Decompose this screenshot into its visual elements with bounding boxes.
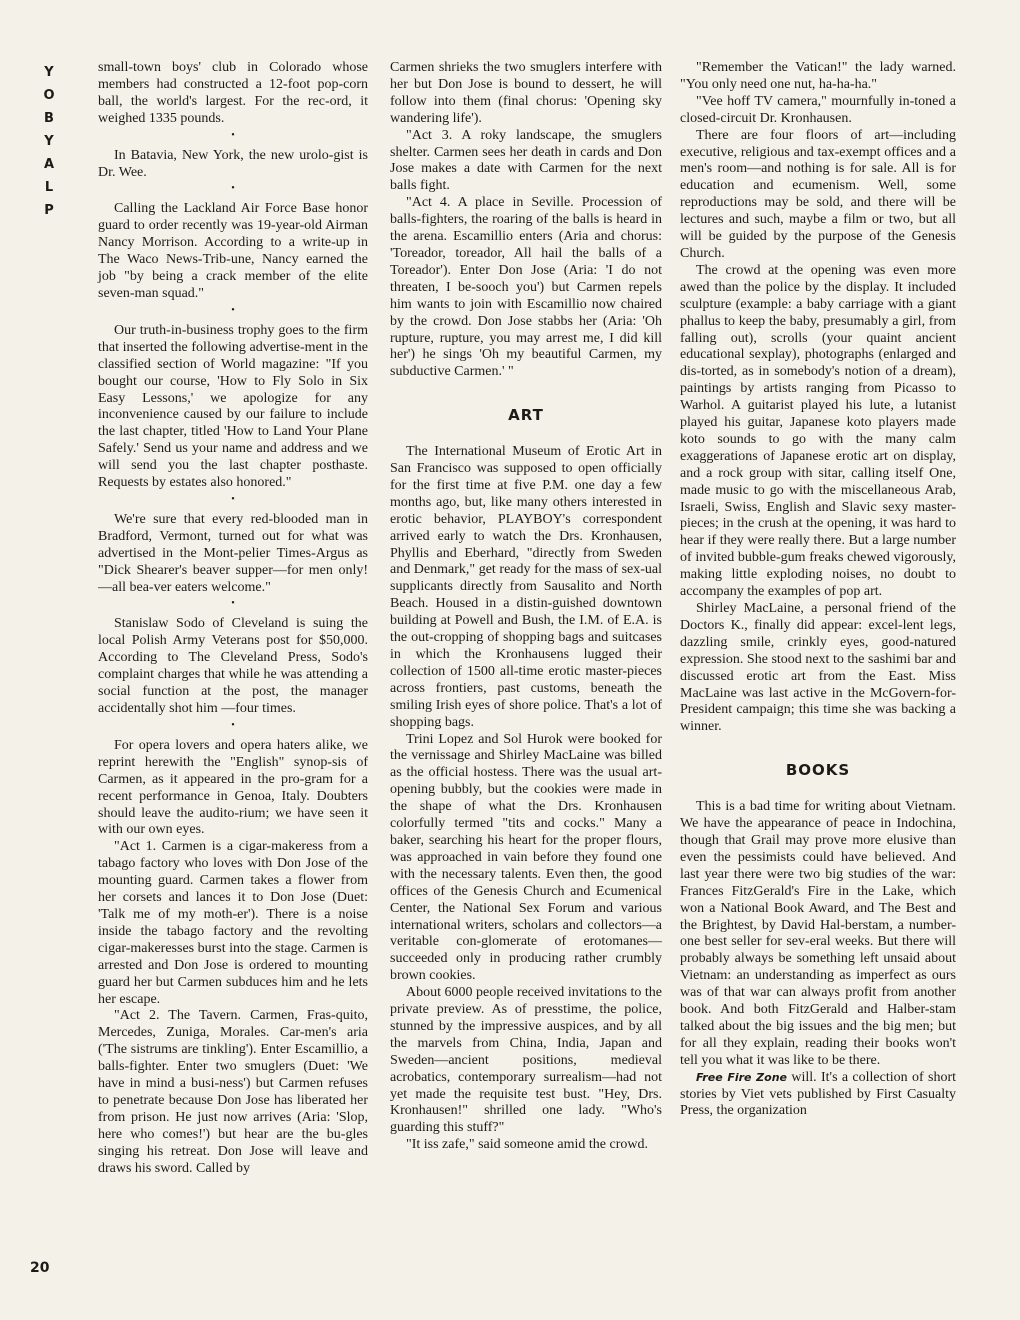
paragraph [680,1070,956,1121]
masthead-letter: P [44,203,54,218]
separator-dot: • [231,598,235,610]
paragraph: Trini Lopez and Sol Hurok were booked for the vernissage and Shirley MacLaine was billed as the official hostess. There was the usual art-opening bubbly, but the cookies were made in the shape of what the Drs. Kronhausen colorfully termed "tits and cocks." Many a baker, searching his heart for the proper flours, was approached in vain before they found one with the necessary talents. Even then, the good offices of the Genesis Church and Ecumenical Center, the National Sex Forum and various international writers, scholars and collectors—a veritable con-glomerate of erotomanes—succeeded only in producing rather crumbly brown cookies. [390,731,662,984]
paragraph: "It iss zafe," said someone amid the crowd. [406,1137,648,1153]
paragraph: "Act 1. Carmen is a cigar-makeress from a tabago factory who loves with Don Jose of the mounting guard. Carmen takes a flower from her corsets and lances it to Don Jose (Duet: 'Talk me of my moth-er'). There is a noise inside the tabago factory and the revolting cigar-makeresses burst into the stage. Carmen is arrested and Don Jose is ordered to mounting guard her but Carmen subduces him and he lets her escape. [98,839,368,1007]
paragraph: Stanislaw Sodo of Cleveland is suing the local Polish Army Veterans post for $50,000. According to The Cleveland Press, Sodo's complaint charges that while he was attending a social function at the post, the manager accidentally shot him —four times. [98,616,368,716]
separator-dot: • [231,493,235,505]
paragraph: "Act 2. The Tavern. Carmen, Fras-quito, Mercedes, Zuniga, Morales. Car-men's aria ('The sistrums are tinkling'). Enter Escamillio, a balls-fighter. Enter two smuglers (Duet: 'We have in mind a busi-ness') but Carmen refuses to penetrate because Don Jose has liberated her from prison. He just now arrives (Aria: 'Slop, here who comes!') but hear are the bu-gles singing his retreat. Don Jose will leave and draws his sword. Called by [98,1008,368,1176]
paragraph: "Act 4. A place in Seville. Procession of balls-fighters, the roaring of the balls is heard in the arena. Escamillio enters (Aria and chorus: 'Toreador, toreador, All hail the balls of a Toreador'). Enter Don Jose (Aria: 'I do not threaten, I be-sooch you') but Carmen repels him wants to join with Escamillio now chaired by the crowd. Don Jose stabbs her (Aria: 'Oh rupture, rupture, you may arrest me, I did kill her') he sings 'Oh my beautiful Carmen, my subductive Carmen.' " [390,195,662,380]
page-margin [36,66,62,227]
paragraph: Shirley MacLaine, a personal friend of the Doctors K., finally did appear: excel-lent legs, dazzling smile, crinkly eyes, good-natured expression. She stood next to the sashimi bar and discussed erotic art from the East. Miss MacLaine was last active in the McGovern-for-President campaign; this time she was backing a winner. [680,601,956,735]
paragraph: In Batavia, New York, the new urolo-gist is Dr. Wee. [98,147,368,180]
paragraph: About 6000 people received invitations to the private preview. As of presstime, the police, stunned by the impressive auspices, and by all the marvels from China, India, Japan and Sweden—ancient positions, medieval acrobatics, contemporary surrealism—had not yet made the requisite test bust. "Hey, Drs. Kronhausen!" shrilled one lady. "Who's guarding this stuff?" [390,985,662,1136]
paragraph: small-town boys' club in Colorado whose members had constructed a 12-foot pop-corn ball, the world's largest. For the rec-ord, it weighed 1335 pounds. [98,60,368,126]
masthead-vertical [36,66,62,227]
paragraph-text: will. It's a collection of short stories by Viet vets published by First Casualty Press, the organization [680,1069,956,1119]
paragraph: For opera lovers and opera haters alike, we reprint herewith the "English" synop-sis of Carmen, as it appeared in the pro-gram for a recent performance in Genoa, Italy. Doubters should leave the audito-rium; we have seen it with our own eyes. [98,737,368,838]
paragraph: Our truth-in-business trophy goes to the firm that inserted the following advertise-ment in the classified section of World magazine: "If you bought our course, 'How to Fly Solo in Six Easy Lessons,' we apologize for any inconvenience caused by our failure to include the last chapter, titled 'How to Land Your Plane Safely.' Send us your name and address and we will send you the last chapter posthaste. Requests by estates also honored." [98,322,368,491]
paragraph: Calling the Lackland Air Force Base honor guard to order recently was 19-year-old Airman Nancy Morrison. According to a write-up in The Waco News-Trib-une, Nancy earned the job "by being a crack member of the elite seven-man squad." [98,201,368,301]
paragraph: "Act 3. A roky landscape, the smuglers shelter. Carmen sees her death in cards and Don Jose makes a date with Carmen for the next balls fight. [390,127,662,194]
page-number: 20 [30,1260,50,1276]
masthead-letter: Y [44,65,54,80]
separator-dot: • [231,719,235,731]
paragraph: "Vee hoff TV camera," mournfully in-toned a closed-circuit Dr. Kronhausen. [680,93,956,126]
masthead-letter: L [44,180,54,195]
paragraph: The International Museum of Erotic Art in San Francisco was supposed to open officially for the first time at five P.M. one day a few months ago, but, like many others interested in erotic behavior, PLAYBOY's correspondent arrived early to watch the Drs. Kronhausen, Phyllis and Eberhard, "directly from Sweden and Denmark," get ready for the mass of sex-ual supplicants directly from Sausalito and North Beach. Housed in a distin-guished downtown building at Powell and Bush, the I.M. of E.A. is the out-cropping of shopping bags and suitcases in which the Kronhausens lugged their collection of 1500 all-time erotic master-pieces across frontiers, past customs, beneath the smiling Irish eyes of shore police. That's a lot of shopping bags. [390,444,662,730]
separator-dot: • [231,304,235,316]
masthead-letter: A [43,157,55,172]
masthead-letter: Y [44,134,54,149]
paragraph: We're sure that every red-blooded man in Bradford, Vermont, turned out for what was advertised in the Mont-pelier Times-Argus as "Dick Shearer's beaver supper—for men only!—all bea-ver eaters welcome." [98,511,368,595]
paragraph: Carmen shrieks the two smuglers interfere with her but Don Jose is bound to dessert, he will follow into them (final chorus: 'Opening sky wandering life'). [390,60,662,126]
masthead-letter: B [44,111,54,126]
paragraph: There are four floors of art—including executive, religious and tax-exempt offices and a men's room—and nothing is for sale. All is for education and ecumenism. Well, some reproductions may be sold, and there will be lectures and such, maybe a film or two, but all will be guided by the purpose of the Genesis Church. [680,127,956,261]
column-1 [98,60,368,1177]
paragraph: The crowd at the opening was even more awed than the police by the display. It included sculpture (example: a baby carriage with a giant phallus to keep the baby, presumably a girl, from falling out), scrolls (your quaint ancient educational sexplay), photographs (enlarged and dis-torted, as in somebody's notion of a dream), paintings by artists ranging from Picasso to Warhol. A guitarist played his lute, a lutanist played his guitar, Japanese koto players made koto sounds to go with the many calm exaggerations of Japanese erotic art on display, and a rock group with sitar, calling itself One, made music to go with the miscellaneous Arab, Israeli, Swiss, English and Slavic sexy master-pieces; in the crush at the opening, it was hard to hear if they were really there. But a large number of invited bubble-gum freaks chewed vigorously, making little exploding noises, no doubt to accompany the examples of pop art. [680,262,956,600]
separator-dot: • [231,183,235,195]
column-3 [680,60,956,1120]
separator-dot: • [231,129,235,141]
paragraph: This is a bad time for writing about Vietnam. We have the appearance of peace in Indochina, though that Grail may prove more elusive than even the pessimists could have believed. And last year there were two big studies of the war: Frances FitzGerald's Fire in the Lake, which won a National Book Award, and The Best and the Brightest, by David Hal-berstam, a number-one best seller for sev-eral weeks. But there will probably always be something left unsaid about Vietnam: an understanding as imperfect as ours was of that war can always profit from another book. And both FitzGerald and Halber-stam talked about the big issues and the big men; but for all they explain, reading their books won't tell you what it was like to be there. [680,799,956,1068]
section-heading-books: BOOKS [785,761,851,780]
paragraph: "Remember the Vatican!" the lady warned. "You only need one nut, ha-ha-ha." [680,60,956,92]
column-2 [390,60,662,1154]
book-title: Free Fire Zone [696,1070,788,1084]
masthead-letter: O [43,88,55,103]
section-heading-art: ART [508,406,544,425]
